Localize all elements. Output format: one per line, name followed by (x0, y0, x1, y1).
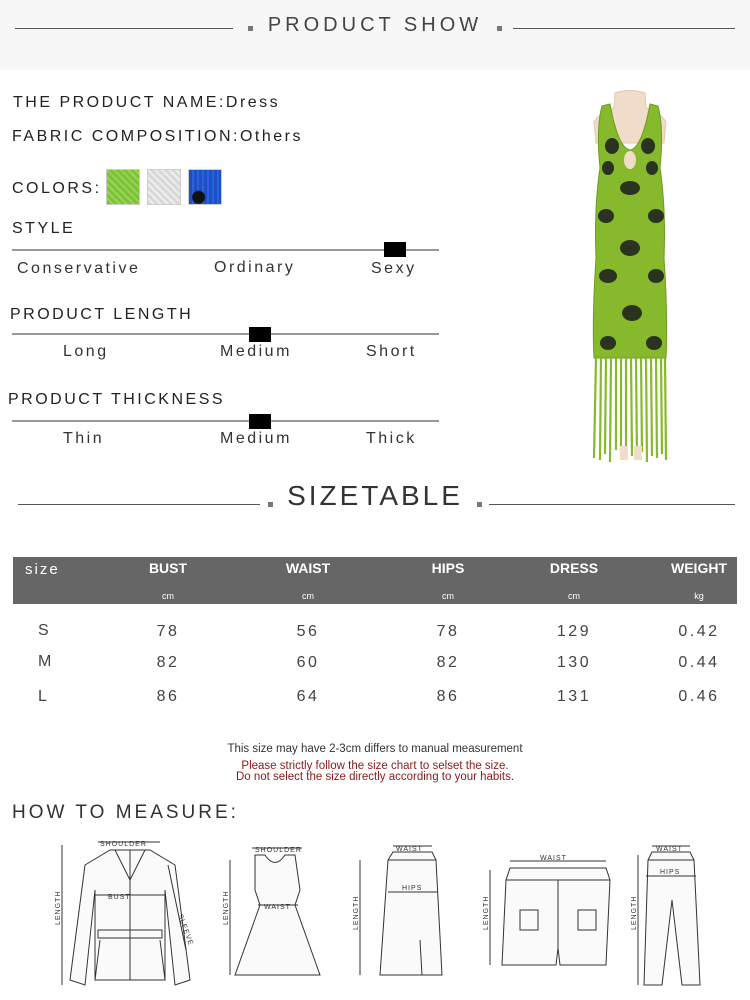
measure-diagrams (0, 830, 750, 1000)
column-header-bust: BUST (148, 560, 188, 576)
value-cell: 129 (556, 623, 592, 640)
scale-track (12, 249, 439, 251)
column-unit: cm (442, 591, 454, 601)
value-cell: 82 (156, 654, 180, 671)
size-cell: S (38, 622, 52, 639)
dress-diagram (230, 848, 320, 975)
pants-diagram (638, 846, 700, 985)
label-length: LENGTH (353, 895, 360, 930)
value-cell: 130 (556, 654, 592, 671)
scale-title-style: STYLE (12, 220, 76, 237)
size-column-header: size (25, 561, 60, 578)
label-hips: HIPS (660, 869, 681, 876)
label-sleeve: SLEEVE (176, 913, 195, 947)
scale-option: Medium (220, 343, 292, 360)
column-header-weight: WEIGHT (671, 560, 727, 576)
value-cell: 60 (296, 654, 320, 671)
scale-title-length: PRODUCT LENGTH (10, 306, 194, 323)
scale-option: Short (366, 343, 417, 360)
value-cell: 86 (436, 688, 460, 705)
section-title-sizetable: SIZETABLE (287, 480, 463, 511)
color-swatch-blue[interactable] (188, 169, 222, 205)
value-cell: 78 (436, 623, 460, 640)
label-shoulder: SHOULDER (100, 841, 147, 848)
column-unit: cm (162, 591, 174, 601)
product-name-label: THE PRODUCT NAME: (13, 94, 226, 111)
value-cell: 78 (156, 623, 180, 640)
size-cell: M (38, 653, 54, 670)
product-name-row (13, 94, 280, 112)
scale-option: Medium (220, 430, 292, 447)
color-swatch-green[interactable] (106, 169, 140, 205)
label-shoulder: SHOULDER (255, 847, 302, 854)
scale-option: Long (63, 343, 109, 360)
label-waist: WAIST (264, 904, 291, 911)
colors-label: COLORS: (12, 180, 102, 197)
label-waist: WAIST (396, 846, 423, 853)
value-cell: 86 (156, 688, 180, 705)
label-length: LENGTH (483, 895, 490, 930)
product-image (560, 88, 700, 468)
size-cell: L (38, 688, 50, 705)
column-unit: kg (694, 591, 704, 601)
scale-marker-style (384, 242, 406, 257)
column-header-hips: HIPS (431, 560, 465, 576)
divider-square (497, 26, 502, 31)
fabric-label: FABRIC COMPOSITION: (12, 128, 240, 145)
color-swatch-gray[interactable] (147, 169, 181, 205)
scale-option: Thin (63, 430, 105, 447)
column-header-waist: WAIST (285, 560, 331, 576)
fabric-row (12, 128, 303, 146)
label-bust: BUST (108, 894, 131, 901)
scale-track (12, 333, 439, 335)
divider-line (513, 28, 735, 29)
label-length: LENGTH (223, 890, 230, 925)
scale-option: Sexy (371, 260, 417, 277)
fabric-value: Others (239, 128, 303, 145)
section-title-product-show: PRODUCT SHOW (267, 14, 483, 36)
skirt-diagram (360, 846, 442, 975)
scale-track (12, 420, 439, 422)
value-cell: 0.44 (678, 654, 720, 671)
value-cell: 82 (436, 654, 460, 671)
value-cell: 56 (296, 623, 320, 640)
value-cell: 0.42 (678, 623, 720, 640)
jacket-diagram (62, 842, 190, 985)
scale-marker-thickness (249, 414, 271, 429)
scale-marker-length (249, 327, 271, 342)
column-unit: cm (568, 591, 580, 601)
label-waist: WAIST (656, 846, 683, 853)
divider-line (489, 504, 735, 505)
size-warning-1: Please strictly follow the size chart to selset the size. (241, 760, 509, 772)
scale-option: Ordinary (214, 259, 296, 276)
scale-option: Thick (366, 430, 417, 447)
value-cell: 131 (556, 688, 592, 705)
measurement-note: This size may have 2-3cm differs to manual measurement (227, 743, 523, 755)
divider-square (477, 502, 482, 507)
label-hips: HIPS (402, 885, 423, 892)
shorts-diagram (490, 861, 610, 965)
label-length: LENGTH (631, 895, 638, 930)
label-waist: WAIST (540, 855, 567, 862)
section-title-how-to-measure: HOW TO MEASURE: (12, 802, 239, 823)
column-unit: cm (302, 591, 314, 601)
label-length: LENGTH (55, 890, 62, 925)
size-warning-2: Do not select the size directly according to your habits. (235, 771, 515, 783)
value-cell: 0.46 (678, 688, 720, 705)
scale-option: Conservative (17, 260, 141, 277)
column-header-dress: DRESS (549, 560, 599, 576)
scale-title-thickness: PRODUCT THICKNESS (8, 391, 226, 408)
product-name-value: Dress (225, 94, 281, 111)
value-cell: 64 (296, 688, 320, 705)
